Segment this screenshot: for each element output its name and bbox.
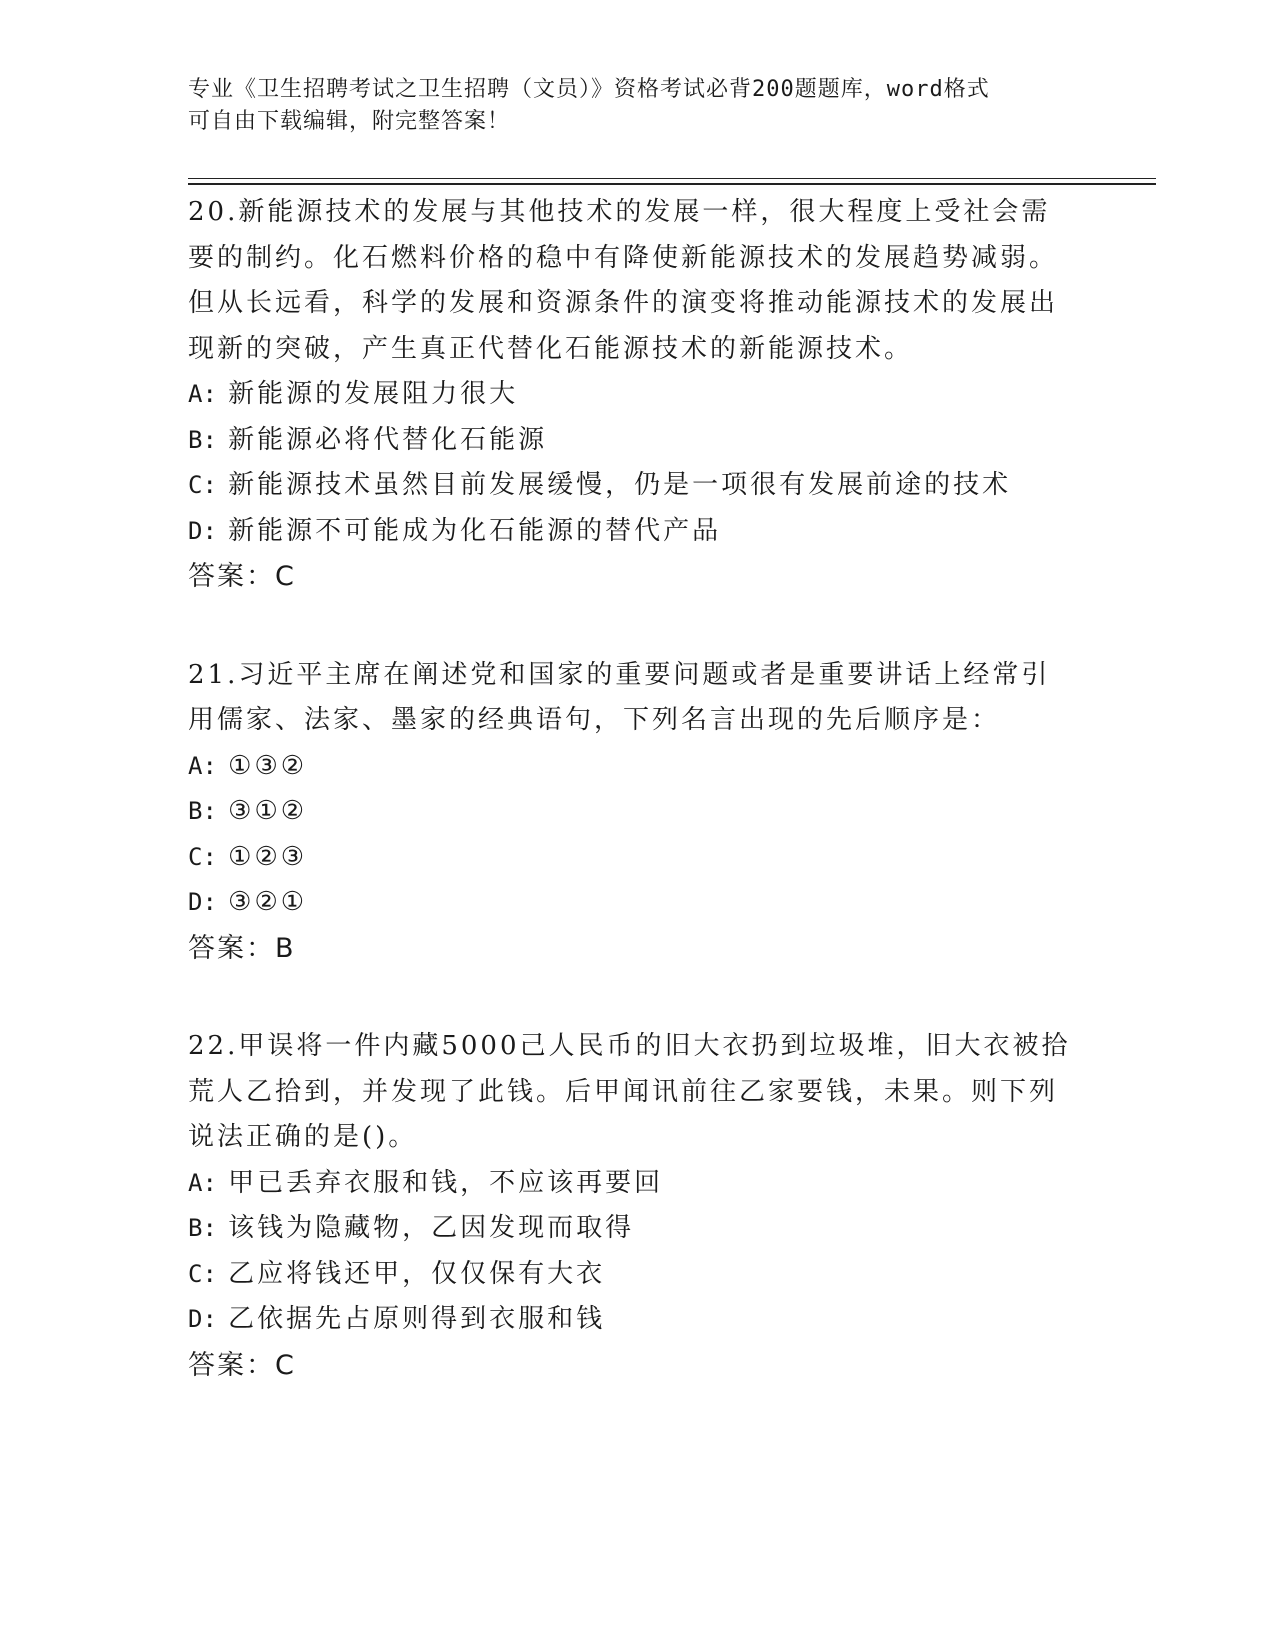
- option-text: 甲已丢弃衣服和钱，不应该再要回: [228, 1167, 664, 1198]
- option-text: ①②③: [228, 841, 308, 872]
- option-d: [188, 880, 1078, 926]
- header-line-2: 可自由下载编辑，附完整答案！: [188, 109, 511, 134]
- option-key: C:: [188, 842, 217, 871]
- option-a: [188, 1161, 1078, 1207]
- option-key: A:: [188, 1168, 217, 1197]
- answer-line: 答案：C: [188, 561, 296, 592]
- option-text: 该钱为隐藏物，乙因发现而取得: [228, 1213, 635, 1243]
- option-c: [188, 1252, 1078, 1298]
- option-key: B:: [188, 425, 217, 454]
- option-text: ③②①: [228, 887, 308, 917]
- document-header: [188, 74, 1068, 138]
- header-divider-thin: [188, 178, 1156, 179]
- option-text: ①③②: [228, 750, 308, 781]
- option-c: [188, 463, 1078, 509]
- option-b: [188, 1206, 1078, 1252]
- header-divider-thick: [188, 183, 1156, 185]
- question-text: 20.新能源技术的发展与其他技术的发展一样，很大程度上受社会需要的制约。化石燃料价格的稳中有降使新能源技术的发展趋势减弱。但从长远看，科学的发展和资源条件的演变将推动能源技术的发展出现新的突破，产生真正代替化石能源技术的新能源技术。: [188, 197, 1059, 364]
- option-text: 新能源的发展阻力很大: [228, 379, 519, 409]
- option-d: [188, 1297, 1078, 1343]
- question-text: 21.习近平主席在阐述党和国家的重要问题或者是重要讲话上经常引用儒家、法家、墨家的经典语句，下列名言出现的先后顺序是：: [188, 659, 1051, 735]
- option-key: B:: [188, 1214, 217, 1242]
- option-key: B:: [188, 797, 217, 825]
- option-text: 乙应将钱还甲，仅仅保有大衣: [228, 1258, 606, 1289]
- question-20: [188, 190, 1078, 600]
- option-b: [188, 789, 1078, 835]
- question-22: [188, 1024, 1078, 1388]
- option-a: [188, 744, 1078, 790]
- option-b: [188, 418, 1078, 464]
- header-line-1: 专业《卫生招聘考试之卫生招聘（文员）》资格考试必背200题题库，word格式: [188, 77, 990, 102]
- option-text: 新能源技术虽然目前发展缓慢，仍是一项很有发展前途的技术: [228, 470, 1012, 500]
- answer-line: 答案：C: [188, 1349, 296, 1381]
- option-key: C:: [188, 471, 217, 499]
- option-key: D:: [188, 1305, 217, 1333]
- question-list: [188, 190, 1078, 1441]
- option-key: A:: [188, 751, 217, 780]
- question-text: 22.甲误将一件内藏5000己人民币的旧大衣扔到垃圾堆，旧大衣被拾荒人乙拾到，并发现了此钱。后甲闻讯前往乙家要钱，未果。则下列说法正确的是()。: [188, 1031, 1071, 1152]
- option-key: A:: [188, 380, 217, 408]
- option-c: [188, 835, 1078, 881]
- option-text: ③①②: [228, 796, 308, 826]
- option-key: C:: [188, 1259, 217, 1288]
- option-d: [188, 509, 1078, 555]
- option-text: 新能源必将代替化石能源: [228, 424, 548, 455]
- option-key: D:: [188, 888, 217, 916]
- question-21: [188, 653, 1078, 972]
- option-key: D:: [188, 516, 217, 545]
- option-text: 新能源不可能成为化石能源的替代产品: [228, 515, 722, 546]
- answer-line: 答案：B: [188, 932, 296, 964]
- option-a: [188, 372, 1078, 418]
- option-text: 乙依据先占原则得到衣服和钱: [228, 1304, 606, 1334]
